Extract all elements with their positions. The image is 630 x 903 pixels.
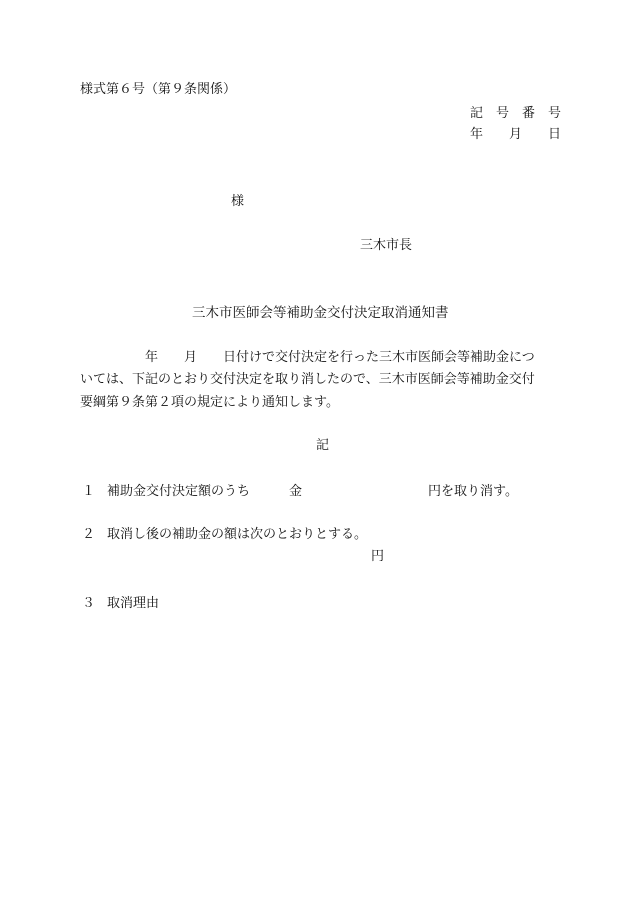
item-1-text: 補助金交付決定額のうち [107,484,251,499]
item-2-text: 取消し後の補助金の額は次のとおりとする。 [107,527,368,542]
sender-name: 三木市長 [360,238,413,253]
form-label: 様式第６号（第９条関係） [80,82,237,97]
item-1-kin: 金 [289,484,303,499]
body-line-2: いては、下記のとおり交付決定を取り消したので、三木市医師会等補助金交付 [80,372,535,387]
item-2-number: ２ [82,527,96,542]
item-3-text: 取消理由 [107,596,160,611]
body-line-3: 要綱第９条第２項の規定により通知します。 [80,395,339,410]
ki-heading: 記 [316,438,330,453]
recipient-honorific: 様 [231,194,245,209]
item-2-yen: 円 [371,549,385,564]
item-1-suffix: 円を取り消す。 [428,484,518,499]
body-line-1: 年 月 日付けで交付決定を行った三木市医師会等補助金につ [80,350,535,365]
item-3-number: ３ [82,596,96,611]
document-title: 三木市医師会等補助金交付決定取消通知書 [192,305,449,321]
date-label: 年 月 日 [470,127,562,142]
doc-number-label: 記 号 番 号 [470,106,562,121]
item-1-number: １ [82,484,96,499]
